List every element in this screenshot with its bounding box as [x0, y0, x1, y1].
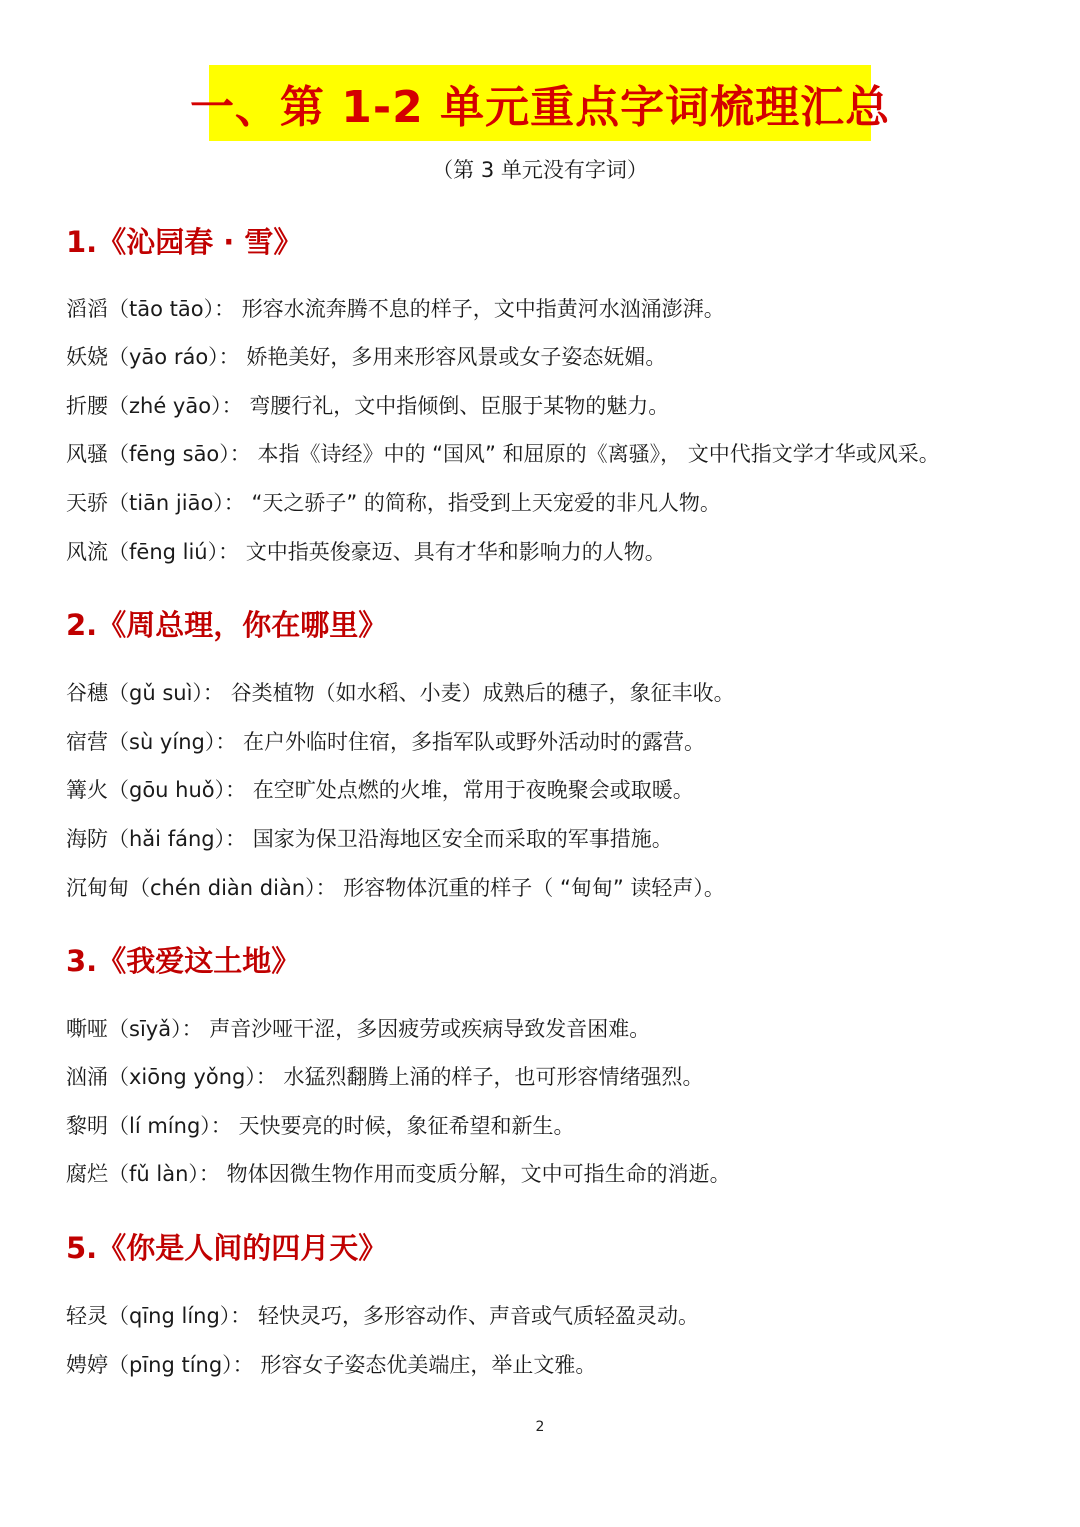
- subtitle-note: （第 3 单元没有字词）: [432, 158, 648, 182]
- vocab-entry: 轻灵（qīng líng）： 轻快灵巧，多形容动作、声音或气质轻盈灵动。: [66, 1304, 699, 1328]
- vocab-entry: 汹涌（xiōng yǒng）： 水猛烈翻腾上涌的样子，也可形容情绪强烈。: [66, 1065, 704, 1089]
- vocab-entry: 嘶哑（sīyǎ）： 声音沙哑干涩，多因疲劳或疾病导致发音困难。: [66, 1017, 651, 1041]
- vocab-entry: 娉婷（pīng tíng）： 形容女子姿态优美端庄，举止文雅。: [66, 1353, 597, 1377]
- vocab-entry: 风骚（fēng sāo）： 本指《诗经》中的 “国风” 和屈原的《离骚》， 文中代指文学才华或风采。: [66, 442, 940, 466]
- vocab-entry: 谷穗（gǔ suì）： 谷类植物（如水稻、小麦）成熟后的穗子，象征丰收。: [66, 681, 735, 705]
- section-heading: 2.《周总理，你在哪里》: [66, 608, 388, 642]
- section-heading: 1.《沁园春 · 雪》: [66, 225, 303, 259]
- vocab-entry: 海防（hǎi fáng）： 国家为保卫沿海地区安全而采取的军事措施。: [66, 827, 673, 851]
- title-highlight: [189, 65, 891, 141]
- vocab-entry: 折腰（zhé yāo）： 弯腰行礼，文中指倾倒、臣服于某物的魅力。: [66, 394, 670, 418]
- vocab-entry: 宿营（sù yíng）： 在户外临时住宿，多指军队或野外活动时的露营。: [66, 730, 706, 754]
- section-heading: 5.《你是人间的四月天》: [66, 1231, 388, 1265]
- page-title: 一、第 1-2 单元重点字词梳理汇总: [189, 82, 891, 133]
- vocab-entry: 天骄（tiān jiāo）： “天之骄子” 的简称，指受到上天宠爱的非凡人物。: [66, 491, 721, 515]
- vocab-entry: 篝火（gōu huǒ）： 在空旷处点燃的火堆，常用于夜晚聚会或取暖。: [66, 778, 694, 802]
- vocab-entry: 妖娆（yāo ráo）： 娇艳美好，多用来形容风景或女子姿态妩媚。: [66, 345, 667, 369]
- vocab-entry: 滔滔（tāo tāo）： 形容水流奔腾不息的样子，文中指黄河水汹涌澎湃。: [66, 297, 725, 321]
- vocab-entry: 风流（fēng liú）： 文中指英俊豪迈、具有才华和影响力的人物。: [66, 540, 666, 564]
- page-number: 2: [535, 1419, 545, 1435]
- vocab-entry: 腐烂（fǔ làn）： 物体因微生物作用而变质分解，文中可指生命的消逝。: [66, 1162, 731, 1186]
- section-heading: 3.《我爱这土地》: [66, 944, 301, 978]
- vocab-entry: 黎明（lí míng）： 天快要亮的时候，象征希望和新生。: [66, 1114, 575, 1138]
- vocab-entry: 沉甸甸（chén diàn diàn）： 形容物体沉重的样子（ “甸甸” 读轻声）。: [66, 876, 725, 900]
